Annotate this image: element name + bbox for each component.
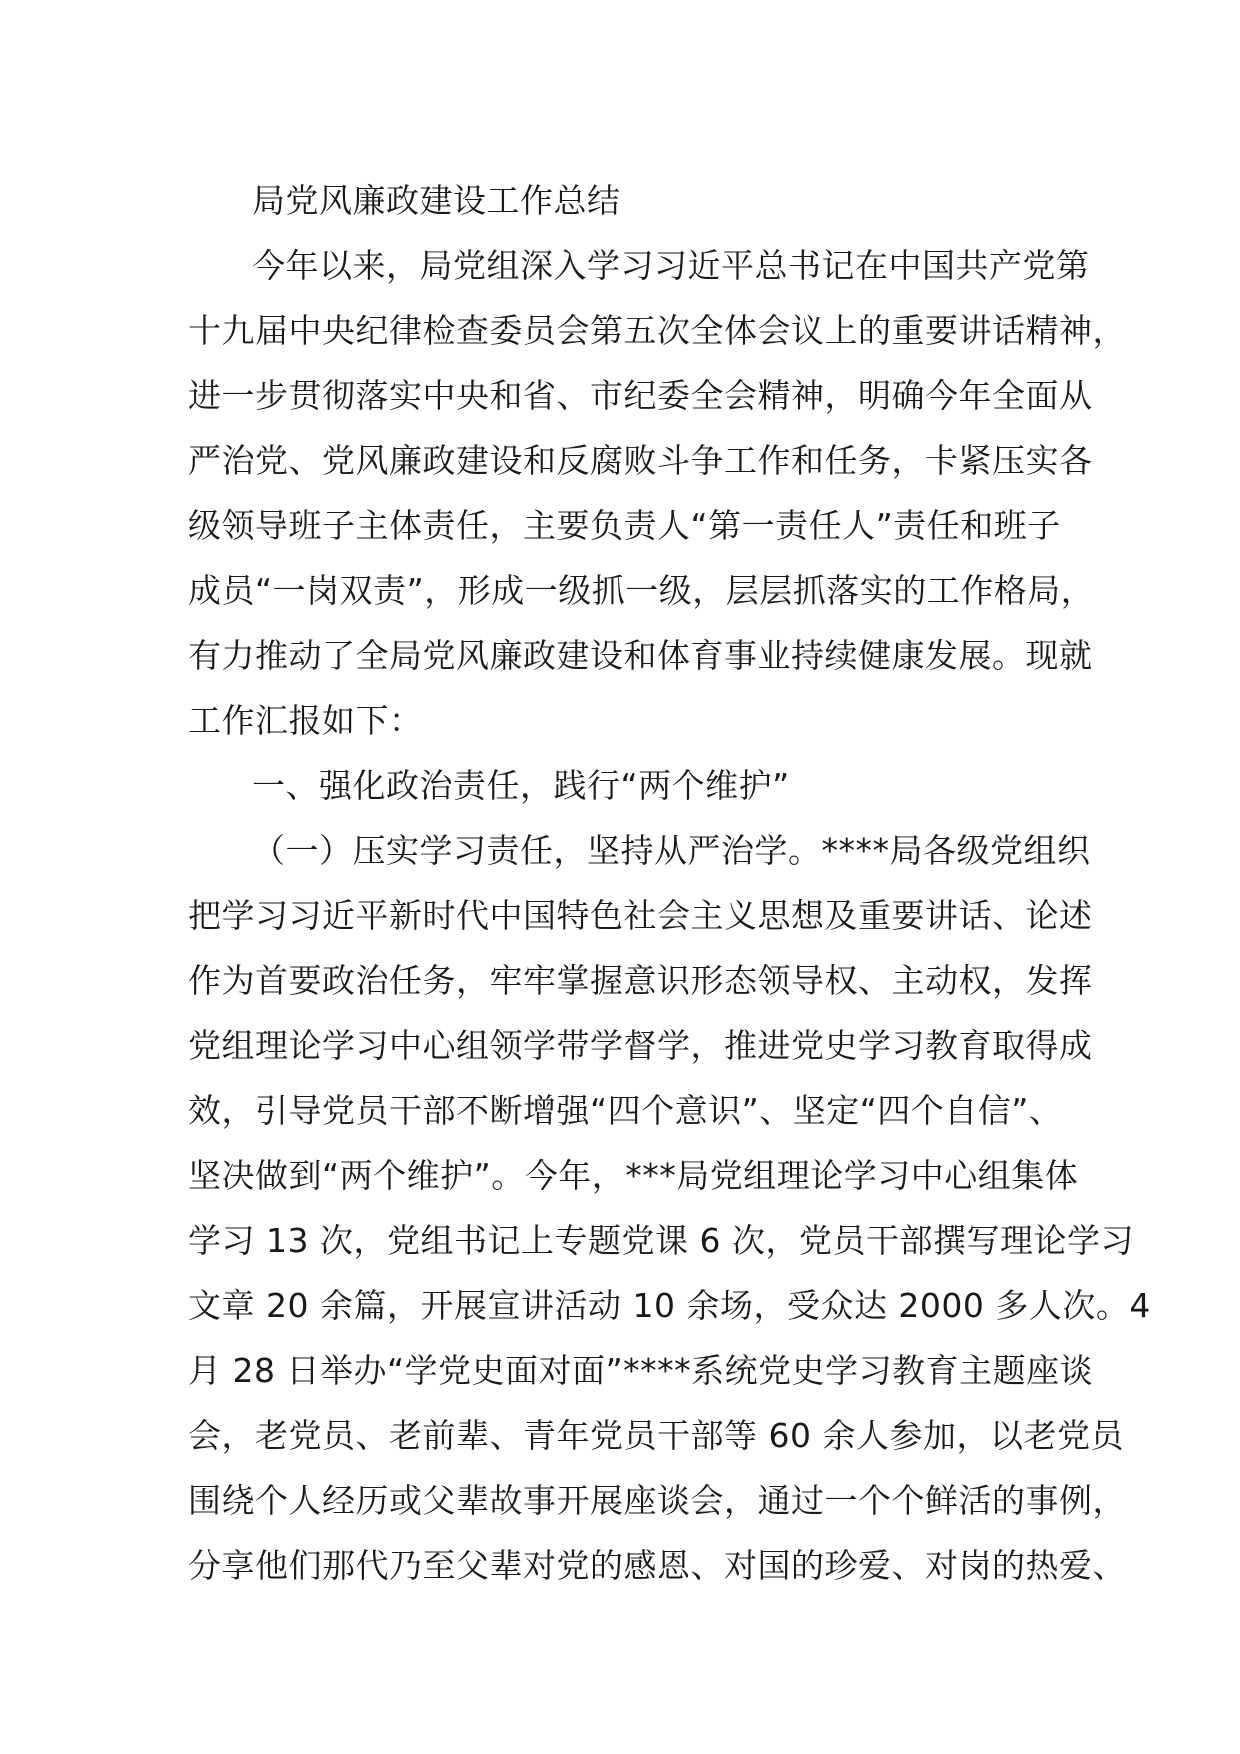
text-line: 分享他们那代乃至父辈对党的感恩、对国的珍爱、对岗的热爱、 — [188, 1546, 1126, 1585]
text-line: 作为首要政治任务，牢牢掌握意识形态领导权、主动权，发挥 — [188, 961, 1093, 1000]
document-title: 局党风廉政建设工作总结 — [252, 181, 621, 220]
text-line: 十九届中央纪律检查委员会第五次全体会议上的重要讲话精神， — [188, 311, 1126, 350]
text-line: 会，老党员、老前辈、青年党员干部等 60 余人参加，以老党员 — [188, 1416, 1124, 1455]
text-line: 把学习习近平新时代中国特色社会主义思想及重要讲话、论述 — [188, 896, 1093, 935]
text-line: 月 28 日举办“学党史面对面”****系统党史学习教育主题座谈 — [188, 1351, 1094, 1390]
text-line: 成员“一岗双责”，形成一级抓一级，层层抓落实的工作格局， — [188, 571, 1095, 610]
text-line: 有力推动了全局党风廉政建设和体育事业持续健康发展。现就 — [188, 636, 1093, 675]
text-line: 坚决做到“两个维护”。今年，***局党组理论学习中心组集体 — [188, 1156, 1079, 1195]
text-line: 党组理论学习中心组领学带学督学，推进党史学习教育取得成 — [188, 1026, 1093, 1065]
text-line: 文章 20 余篇，开展宣讲活动 10 余场，受众达 2000 多人次。4 — [188, 1286, 1151, 1325]
paragraph-section-1-1 — [188, 818, 1151, 1598]
text-line: 今年以来，局党组深入学习习近平总书记在中国共产党第 — [252, 246, 1090, 285]
paragraph-intro — [188, 233, 1126, 753]
section-heading: 一、强化政治责任，践行“两个维护” — [252, 766, 790, 805]
text-line: 学习 13 次，党组书记上专题党课 6 次，党员干部撰写理论学习 — [188, 1221, 1134, 1260]
text-line: 级领导班子主体责任，主要负责人“第一责任人”责任和班子 — [188, 506, 1061, 545]
text-line: 工作汇报如下： — [188, 701, 423, 740]
section-heading-1 — [188, 753, 1088, 818]
text-line: 围绕个人经历或父辈故事开展座谈会，通过一个个鲜活的事例， — [188, 1481, 1126, 1520]
document-body — [188, 168, 1151, 1598]
text-line: （一）压实学习责任，坚持从严治学。****局各级党组织 — [252, 831, 1091, 870]
text-line: 进一步贯彻落实中央和省、市纪委全会精神，明确今年全面从 — [188, 376, 1093, 415]
text-line: 严治党、党风廉政建设和反腐败斗争工作和任务，卡紧压实各 — [188, 441, 1093, 480]
text-line: 效，引导党员干部不断增强“四个意识”、坚定“四个自信”、 — [188, 1091, 1063, 1130]
